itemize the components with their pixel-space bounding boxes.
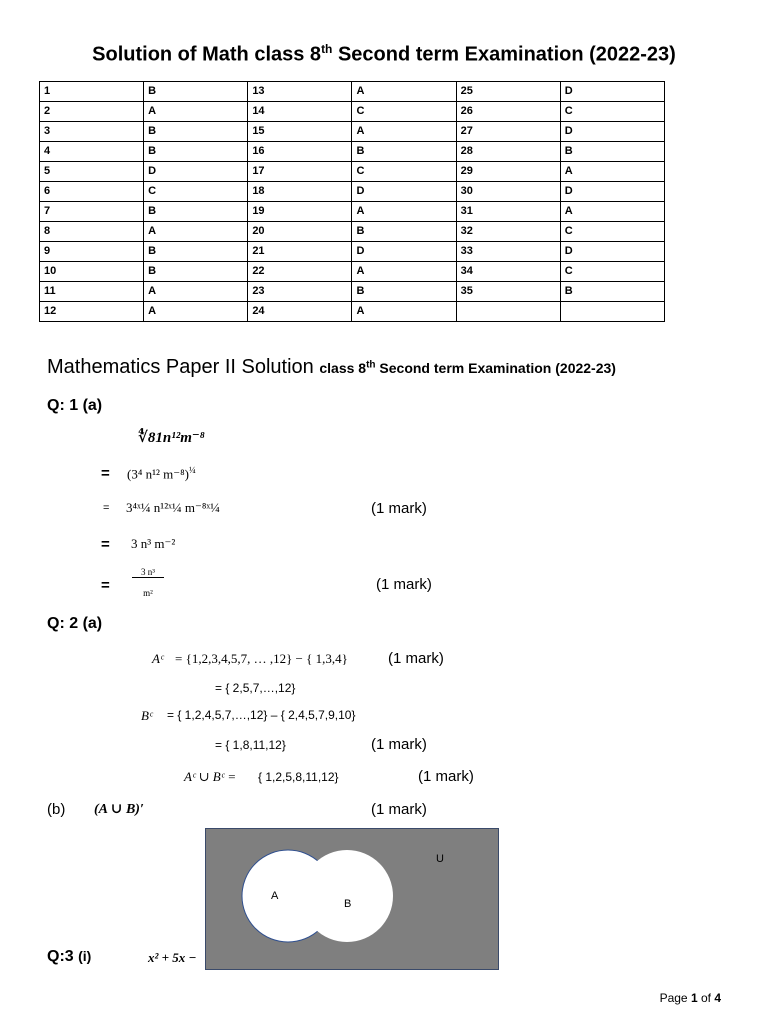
table-cell: 12 <box>40 302 144 322</box>
q1-equals-3: = <box>101 536 110 553</box>
table-cell: 14 <box>248 102 352 122</box>
table-cell: A <box>352 122 456 142</box>
q2-union-rhs: { 1,2,5,8,11,12} <box>258 770 339 784</box>
table-cell: 3 <box>40 122 144 142</box>
q1-mark-1: (1 mark) <box>371 500 427 517</box>
q1-equals-2: = <box>103 502 110 514</box>
table-cell: C <box>560 102 664 122</box>
q2-mark-4: (1 mark) <box>371 801 427 818</box>
table-cell: A <box>352 82 456 102</box>
table-cell: A <box>560 202 664 222</box>
table-cell <box>560 302 664 322</box>
universal-set-label: U <box>436 853 444 865</box>
q2-bc-result: = { 1,8,11,12} <box>215 738 286 752</box>
table-cell: 9 <box>40 242 144 262</box>
q1-step-4: $\frac{\text{3 n³}}{\text{m²}}$ <box>132 567 164 598</box>
table-row <box>40 122 665 142</box>
paper-2-heading: Mathematics Paper II Solution class 8th Second term Examination (2022-23) <box>47 356 616 378</box>
q1-label: Q: 1 (a) <box>47 397 103 414</box>
q3-expression: x² + 5x − <box>148 950 197 965</box>
table-row <box>40 262 665 282</box>
q3-label: Q:3 (i) <box>47 948 92 965</box>
q2-label: Q: 2 (a) <box>47 615 103 632</box>
table-cell: D <box>560 122 664 142</box>
table-cell: 33 <box>456 242 560 262</box>
table-cell: 22 <box>248 262 352 282</box>
table-cell: 28 <box>456 142 560 162</box>
table-cell: D <box>560 82 664 102</box>
table-cell: B <box>144 122 248 142</box>
table-row <box>40 202 665 222</box>
table-row <box>40 142 665 162</box>
table-cell: 29 <box>456 162 560 182</box>
table-row <box>40 222 665 242</box>
table-cell: 10 <box>40 262 144 282</box>
table-cell <box>456 302 560 322</box>
table-cell: B <box>144 142 248 162</box>
table-cell: 19 <box>248 202 352 222</box>
table-cell: 4 <box>40 142 144 162</box>
table-cell: 8 <box>40 222 144 242</box>
table-row <box>40 82 665 102</box>
table-cell: A <box>352 302 456 322</box>
table-cell: 24 <box>248 302 352 322</box>
q2-ac-result: = { 2,5,7,…,12} <box>215 681 296 695</box>
table-cell: B <box>144 262 248 282</box>
q1-step-2: 3⁴ˣ¼ n¹²ˣ¼ m⁻⁸ˣ¼ <box>126 500 220 515</box>
q1-equals-1: = <box>101 465 110 482</box>
table-cell: B <box>560 142 664 162</box>
table-cell: 26 <box>456 102 560 122</box>
table-cell: B <box>560 282 664 302</box>
table-cell: A <box>560 162 664 182</box>
table-cell: D <box>144 162 248 182</box>
answer-key-table <box>39 81 665 322</box>
page-number: Page 1 of 4 <box>659 991 721 1005</box>
table-cell: A <box>144 282 248 302</box>
q2-ac-rhs: = {1,2,3,4,5,7, … ,12} − { 1,3,4} <box>175 651 348 666</box>
set-a-label: A <box>271 890 279 902</box>
table-cell: 7 <box>40 202 144 222</box>
table-cell: A <box>144 222 248 242</box>
table-cell: 30 <box>456 182 560 202</box>
q2-ac-lhs: Aᶜ <box>152 651 164 666</box>
q2-mark-2: (1 mark) <box>371 736 427 753</box>
table-cell: 34 <box>456 262 560 282</box>
q1-step-3: 3 n³ m⁻² <box>131 536 176 551</box>
table-cell: C <box>352 162 456 182</box>
q2-bc-rhs: = { 1,2,4,5,7,…,12} – { 2,4,5,7,9,10} <box>167 708 356 722</box>
table-row <box>40 302 665 322</box>
table-cell: C <box>560 222 664 242</box>
q2-mark-3: (1 mark) <box>418 768 474 785</box>
table-row <box>40 242 665 262</box>
table-cell: A <box>144 302 248 322</box>
table-cell: D <box>352 242 456 262</box>
table-cell: 2 <box>40 102 144 122</box>
q1-mark-2: (1 mark) <box>376 576 432 593</box>
table-cell: 17 <box>248 162 352 182</box>
table-cell: A <box>144 102 248 122</box>
q1-expression: ∜81n¹²m⁻⁸ <box>138 430 205 446</box>
q1-step-1: (3⁴ n¹² m⁻⁸)$^{\frac{1}{4}}$ <box>127 465 196 482</box>
table-row <box>40 182 665 202</box>
table-cell: 23 <box>248 282 352 302</box>
table-cell: 13 <box>248 82 352 102</box>
venn-diagram <box>205 828 499 970</box>
table-cell: C <box>144 182 248 202</box>
table-cell: B <box>352 282 456 302</box>
set-b-circle <box>301 850 393 942</box>
table-cell: 5 <box>40 162 144 182</box>
table-cell: 11 <box>40 282 144 302</box>
table-cell: C <box>352 102 456 122</box>
table-cell: B <box>144 202 248 222</box>
table-cell: B <box>144 82 248 102</box>
table-cell: B <box>352 142 456 162</box>
table-cell: C <box>560 262 664 282</box>
document-title: Solution of Math class 8th Second term Examination (2022-23) <box>92 42 676 66</box>
table-cell: 25 <box>456 82 560 102</box>
table-cell: D <box>560 182 664 202</box>
table-row <box>40 162 665 182</box>
table-cell: 18 <box>248 182 352 202</box>
table-cell: D <box>560 242 664 262</box>
table-cell: 35 <box>456 282 560 302</box>
table-row <box>40 102 665 122</box>
q2-mark-1: (1 mark) <box>388 650 444 667</box>
table-cell: 15 <box>248 122 352 142</box>
q2-b-expression: (A ∪ B)′ <box>94 802 144 817</box>
table-cell: B <box>144 242 248 262</box>
table-cell: D <box>352 182 456 202</box>
q2-union-lhs: Aᶜ ∪ Bᶜ = <box>184 769 237 784</box>
table-cell: 6 <box>40 182 144 202</box>
table-cell: A <box>352 202 456 222</box>
table-cell: B <box>352 222 456 242</box>
q1-equals-4: = <box>101 577 110 594</box>
set-b-label: B <box>344 898 352 910</box>
table-cell: 20 <box>248 222 352 242</box>
table-cell: 21 <box>248 242 352 262</box>
table-cell: 31 <box>456 202 560 222</box>
table-cell: A <box>352 262 456 282</box>
table-row <box>40 282 665 302</box>
q2-bc-lhs: Bᶜ <box>141 708 153 723</box>
table-cell: 1 <box>40 82 144 102</box>
q2-b-label: (b) <box>47 801 66 818</box>
table-cell: 27 <box>456 122 560 142</box>
table-cell: 16 <box>248 142 352 162</box>
table-cell: 32 <box>456 222 560 242</box>
